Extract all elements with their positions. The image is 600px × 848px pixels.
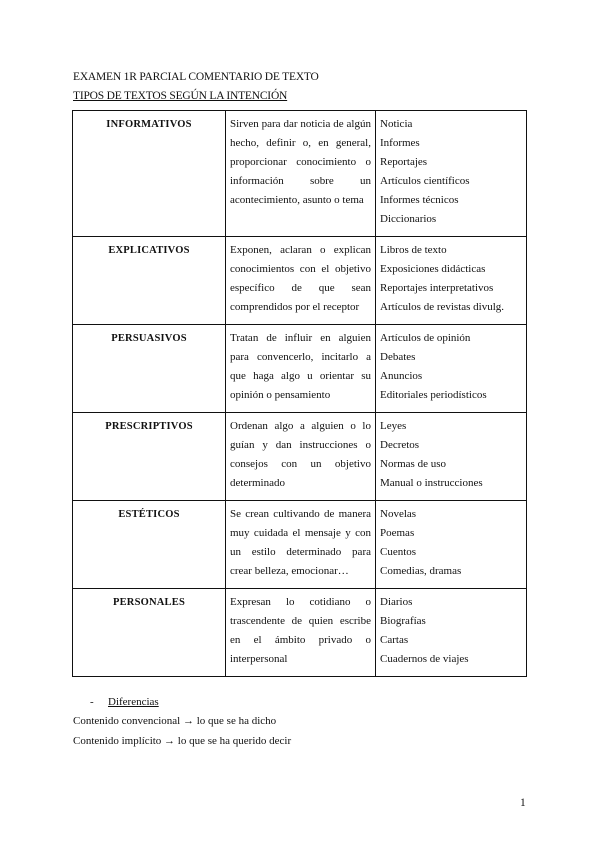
example-item: Informes técnicos xyxy=(380,194,459,206)
example-item: Artículos de revistas divulg. xyxy=(380,301,505,313)
difference-line-implicit: Contenido implícito → lo que se ha querido decir xyxy=(73,735,292,747)
example-item: Reportajes xyxy=(380,156,428,168)
text-type-name: PERSONALES xyxy=(73,589,226,677)
example-item: Noticia xyxy=(380,118,413,130)
text-type-examples xyxy=(376,325,527,413)
table-row xyxy=(73,589,527,677)
text-type-name: ESTÉTICOS xyxy=(73,501,226,589)
example-item: Libros de texto xyxy=(380,244,447,256)
text-type-name: PERSUASIVOS xyxy=(73,325,226,413)
example-item: Diccionarios xyxy=(380,213,437,225)
example-item: Debates xyxy=(380,351,416,363)
difference-line-conventional: Contenido convencional → lo que se ha dicho xyxy=(73,715,277,727)
text-type-examples xyxy=(376,111,527,237)
text-type-description: Sirven para dar noticia de algún hecho, definir o, en general, proporcionar conocimiento o información sobre un acontecimiento, asunto o tema xyxy=(226,111,376,237)
example-item: Anuncios xyxy=(380,370,423,382)
example-item: Artículos científicos xyxy=(380,175,470,187)
text-type-name: EXPLICATIVOS xyxy=(73,237,226,325)
example-item: Artículos de opinión xyxy=(380,332,471,344)
text-type-description: Se crean cultivando de manera muy cuidada el mensaje y con un estilo determinado para crear belleza, emocionar… xyxy=(226,501,376,589)
text-type-name: PRESCRIPTIVOS xyxy=(73,413,226,501)
example-item: Diarios xyxy=(380,596,413,608)
example-item: Cuadernos de viajes xyxy=(380,653,469,665)
example-item: Cartas xyxy=(380,634,409,646)
example-item: Biografías xyxy=(380,615,426,627)
text-types-table xyxy=(72,110,527,677)
table-row xyxy=(73,413,527,501)
example-item: Editoriales periodísticos xyxy=(380,389,487,401)
text-type-description: Expresan lo cotidiano o trascendente de quien escribe en el ámbito privado o interpersonal xyxy=(226,589,376,677)
page-number: 1 xyxy=(520,797,526,809)
text-type-description: Exponen, aclaran o explican conocimientos con el objetivo específico de que sean comprendidos por el receptor xyxy=(226,237,376,325)
example-item: Informes xyxy=(380,137,420,149)
example-item: Leyes xyxy=(380,420,407,432)
example-item: Reportajes interpretativos xyxy=(380,282,494,294)
document-subtitle: TIPOS DE TEXTOS SEGÚN LA INTENCIÓN xyxy=(73,90,288,102)
example-item: Novelas xyxy=(380,508,417,520)
example-item: Cuentos xyxy=(380,546,417,558)
text-type-examples xyxy=(376,413,527,501)
text-type-examples xyxy=(376,501,527,589)
example-item: Comedias, dramas xyxy=(380,565,462,577)
example-item: Manual o instrucciones xyxy=(380,477,483,489)
text-type-name: INFORMATIVOS xyxy=(73,111,226,237)
example-item: Normas de uso xyxy=(380,458,446,470)
table-row xyxy=(73,111,527,237)
text-type-description: Tratan de influir en alguien para convencerlo, incitarlo a que haga algo u orientar su opinión o pensamiento xyxy=(226,325,376,413)
table-row xyxy=(73,501,527,589)
bullet-dash: - xyxy=(90,696,94,708)
example-item: Exposiciones didácticas xyxy=(380,263,486,275)
table-row xyxy=(73,237,527,325)
text-type-examples xyxy=(376,589,527,677)
text-type-description: Ordenan algo a alguien o lo guían y dan instrucciones o consejos con un objetivo determinado xyxy=(226,413,376,501)
differences-label: Diferencias xyxy=(108,696,159,708)
document-title: EXAMEN 1R PARCIAL COMENTARIO DE TEXTO xyxy=(73,71,319,83)
text-type-examples xyxy=(376,237,527,325)
example-item: Decretos xyxy=(380,439,420,451)
differences-heading xyxy=(90,696,159,708)
table-row xyxy=(73,325,527,413)
example-item: Poemas xyxy=(380,527,415,539)
